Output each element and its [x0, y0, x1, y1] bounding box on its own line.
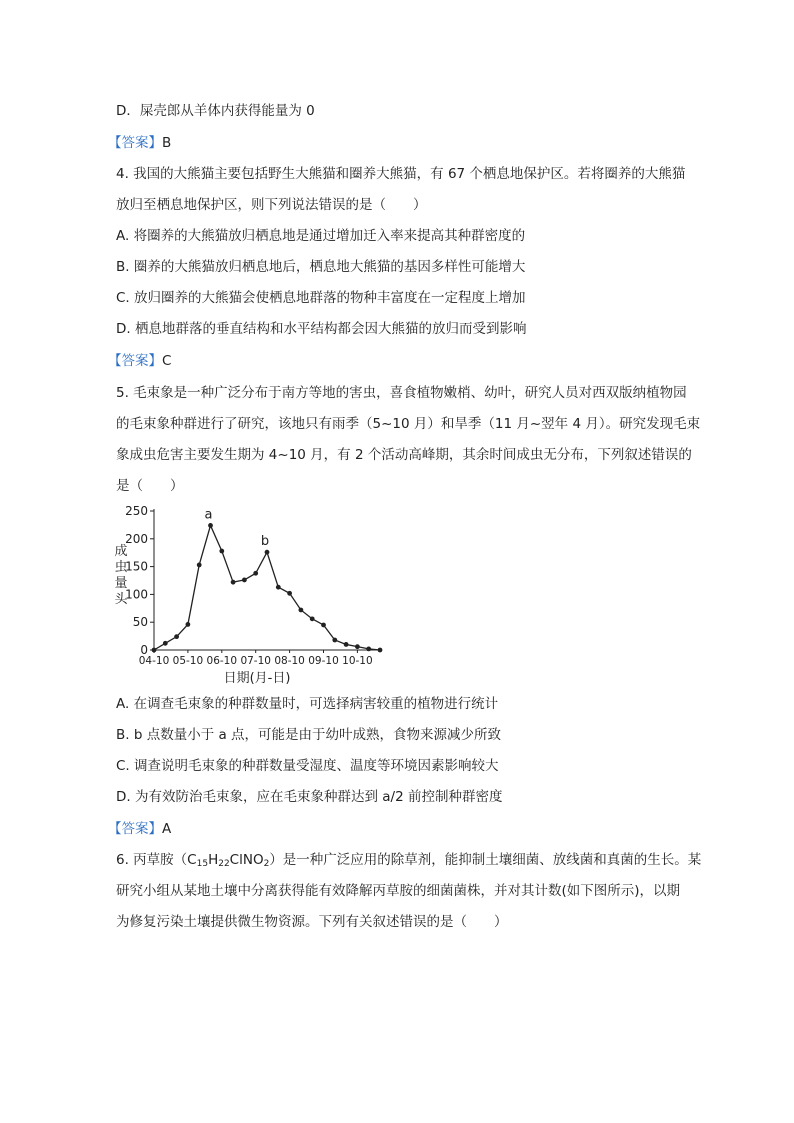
q5-answer [108, 819, 171, 839]
point-annotation-b: b [260, 534, 270, 550]
q4-stem-line2: 放归至栖息地保护区，则下列说法错误的是（ ） [116, 197, 427, 213]
x-tick-label: 07-10 [240, 655, 271, 667]
y-tick-label: 250 [125, 504, 148, 518]
data-point [355, 644, 360, 649]
data-point [310, 616, 315, 621]
q6-stem-line2: 研究小组从某地土壤中分离获得能有效降解丙草胺的细菌菌株，并对其计数(如下图所示)，以期 [116, 883, 681, 899]
y-tick-label: 100 [125, 587, 148, 602]
x-tick-label: 04-10 [138, 655, 170, 667]
data-point [208, 523, 213, 528]
data-point [321, 623, 326, 628]
q4-answer [108, 351, 171, 371]
q6-subscript-3: 2 [263, 859, 270, 869]
q4-stem-line1: 4. 我国的大熊猫主要包括野生大熊猫和圈养大熊猫，有 67 个栖息地保护区。若将圈养的大熊猫 [116, 166, 686, 182]
data-point [163, 641, 168, 646]
data-point [219, 549, 224, 554]
data-point [174, 634, 179, 639]
answer-value: A [162, 821, 172, 837]
answer-label: 【答案】 [108, 353, 162, 369]
data-point [197, 563, 202, 568]
y-tick-label: 50 [132, 615, 148, 630]
q5-stem-line3: 象成虫危害主要发生期为 4~10 月，有 2 个活动高峰期，其余时间成虫无分布，下列叙述错误的 [116, 447, 692, 463]
q4-option-c: C. 放归圈养的大熊猫会使栖息地群落的物种丰富度在一定程度上增加 [116, 290, 526, 306]
q5-stem-line1: 5. 毛束象是一种广泛分布于南方等地的害虫，喜食植物嫩梢、幼叶，研究人员对西双版纳植物园 [116, 385, 687, 401]
q5-option-a: A. 在调查毛束象的种群数量时，可选择病害较重的植物进行统计 [116, 696, 499, 712]
y-axis-label-char: 成 [114, 544, 128, 559]
x-axis-label: 日期(月-日) [223, 671, 291, 686]
q6-stem-line3: 为修复污染土壤提供微生物资源。下列有关叙述错误的是（ ） [116, 914, 508, 930]
x-tick-label: 10-10 [342, 655, 373, 667]
data-point [378, 648, 383, 653]
data-point [299, 608, 304, 613]
data-point [344, 642, 349, 647]
data-point [231, 580, 236, 585]
data-point [276, 585, 281, 590]
q6-stem-part-b: H [208, 852, 219, 868]
y-tick-label: 150 [125, 559, 148, 574]
q4-option-d: D. 栖息地群落的垂直结构和水平结构都会因大熊猫的放归而受到影响 [116, 321, 527, 337]
y-axis-label-char: 虫 [114, 560, 128, 575]
q3-answer [108, 133, 171, 153]
q6-stem-part-c: ClNO [229, 852, 264, 868]
q6-stem-line1 [116, 850, 701, 874]
q5-stem-line4: 是（ ） [116, 478, 184, 494]
point-annotation-a: a [204, 507, 213, 523]
y-tick-label: 0 [140, 643, 148, 657]
x-tick-label: 08-10 [274, 655, 305, 667]
data-point [253, 571, 258, 576]
y-axis-label-char: 头 [114, 592, 128, 607]
x-tick-label: 06-10 [206, 655, 238, 667]
population-line-chart [108, 500, 398, 690]
data-point [366, 646, 371, 651]
q5-option-d: D. 为有效防治毛束象，应在毛束象种群达到 a/2 前控制种群密度 [116, 789, 503, 805]
q4-option-b: B. 圈养的大熊猫放归栖息地后，栖息地大熊猫的基因多样性可能增大 [116, 259, 526, 275]
q4-option-a: A. 将圈养的大熊猫放归栖息地是通过增加迁入率来提高其种群密度的 [116, 228, 526, 244]
data-point [152, 648, 157, 653]
q6-subscript-2: 22 [218, 859, 230, 869]
q6-stem-part-a: 6. 丙草胺（C [116, 852, 197, 868]
q5-option-b: B. b 点数量小于 a 点，可能是由于幼叶成熟，食物来源减少所致 [116, 727, 502, 743]
q3-option-d: D．屎壳郎从羊体内获得能量为 0 [116, 103, 315, 119]
data-point [287, 591, 292, 596]
x-tick-label: 09-10 [308, 655, 339, 667]
data-point [242, 578, 247, 583]
answer-value: B [162, 135, 172, 151]
q6-subscript-1: 15 [196, 859, 209, 869]
chart-layer [114, 504, 382, 686]
q5-option-c: C. 调查说明毛束象的种群数量受湿度、温度等环境因素影响较大 [116, 758, 499, 774]
q6-stem-part-d: ）是一种广泛应用的除草剂，能抑制土壤细菌、放线菌和真菌的生长。某 [269, 852, 702, 868]
answer-label: 【答案】 [108, 821, 162, 837]
data-point [265, 550, 270, 555]
answer-value: C [162, 353, 172, 369]
y-tick-label: 200 [125, 531, 148, 546]
q5-stem-line2: 的毛束象种群进行了研究，该地只有雨季（5~10 月）和旱季（11 月~翌年 4 月）。研究发现毛束 [116, 416, 701, 432]
data-point [186, 622, 191, 627]
y-axis-label-char: 量 [114, 576, 128, 591]
answer-label: 【答案】 [108, 135, 162, 151]
data-point [332, 638, 337, 643]
x-tick-label: 05-10 [172, 655, 204, 667]
